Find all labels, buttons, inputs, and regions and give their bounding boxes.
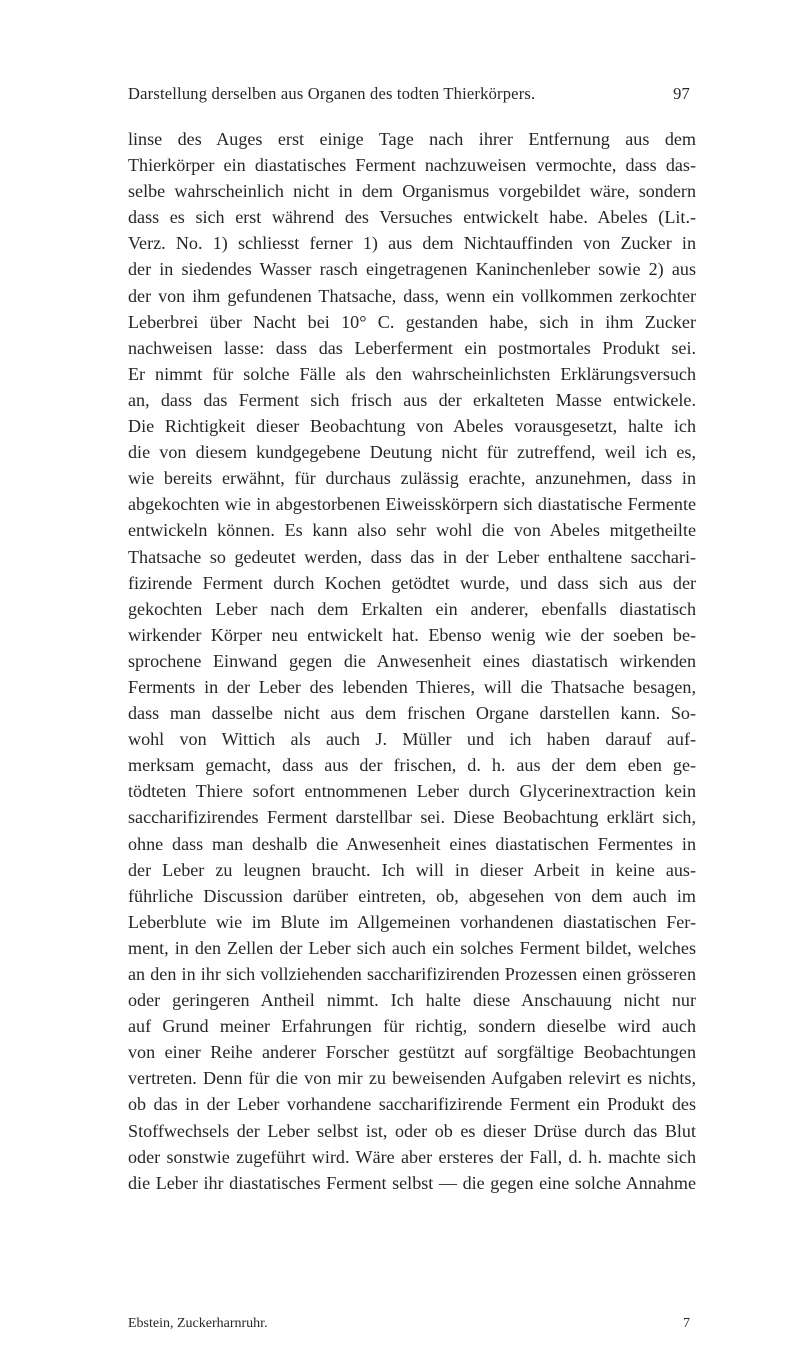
text-line: ment, in den Zellen der Leber sich auch ein solches Ferment bildet, welches [128, 937, 696, 958]
body-text [128, 126, 696, 1196]
text-line: wohl von Wittich als auch J. Müller und ich haben darauf auf- [128, 729, 696, 750]
text-line: entwickeln können. Es kann also sehr wohl die von Abeles mitgetheilte [128, 520, 696, 541]
text-line: saccharifizirendes Ferment darstellbar sei. Diese Beobachtung erklärt sich, [128, 807, 696, 828]
text-line: dass man dasselbe nicht aus dem frischen Organe darstellen kann. So- [128, 703, 696, 724]
text-line: tödteten Thiere sofort entnommenen Leber durch Glycerinextraction kein [128, 781, 696, 802]
text-line: Ferments in der Leber des lebenden Thieres, will die Thatsache besagen, [128, 676, 696, 697]
text-line: sprochene Einwand gegen die Anwesenheit eines diastatisch wirkenden [128, 650, 696, 671]
page-number: 97 [673, 84, 690, 103]
text-line: wie bereits erwähnt, für durchaus zulässig erachte, anzunehmen, dass in [128, 468, 696, 489]
text-line: der von ihm gefundenen Thatsache, dass, wenn ein vollkommen zerkochter [128, 285, 696, 306]
text-line: auf Grund meiner Erfahrungen für richtig, sondern dieselbe wird auch [128, 1016, 696, 1037]
text-line: ob das in der Leber vorhandene saccharifizirende Ferment ein Produkt des [128, 1094, 696, 1115]
text-line: nachweisen lasse: dass das Leberferment ein postmortales Produkt sei. [128, 337, 696, 358]
text-line: linse des Auges erst einige Tage nach ihrer Entfernung aus dem [128, 129, 696, 149]
text-line: Die Richtigkeit dieser Beobachtung von Abeles vorausgesetzt, halte ich [128, 416, 696, 437]
text-line: oder geringeren Antheil nimmt. Ich halte diese Anschauung nicht nur [128, 990, 696, 1011]
text-line: ohne dass man deshalb die Anwesenheit eines diastatischen Fermentes in [128, 833, 696, 854]
text-line: Thierkörper ein diastatisches Ferment nachzuweisen vermochte, dass das- [128, 155, 696, 176]
text-line: vertreten. Denn für die von mir zu beweisenden Aufgaben relevirt es nichts, [128, 1068, 696, 1089]
page-footer [128, 1316, 690, 1332]
text-line: Verz. No. 1) schliesst ferner 1) aus dem Nichtauffinden von Zucker in [128, 233, 696, 254]
text-line: der Leber zu leugnen braucht. Ich will in dieser Arbeit in keine aus- [128, 859, 696, 880]
text-line: an den in ihr sich vollziehenden saccharifizirenden Prozessen einen grösseren [128, 964, 696, 984]
text-line: Thatsache so gedeutet werden, dass das in der Leber enthaltene sacchari- [128, 546, 696, 567]
text-line: wirkender Körper neu entwickelt hat. Ebenso wenig wie der soeben be- [128, 624, 696, 645]
text-line: merksam gemacht, dass aus der frischen, d. h. aus der dem eben ge- [128, 755, 696, 776]
text-line: Er nimmt für solche Fälle als den wahrscheinlichsten Erklärungsversuch [128, 363, 696, 384]
text-line: führliche Discussion darüber eintreten, ob, abgesehen von dem auch im [128, 885, 696, 906]
text-line: die Leber ihr diastatisches Ferment selbst — die gegen eine solche Annahme [128, 1172, 696, 1193]
text-line: fizirende Ferment durch Kochen getödtet wurde, und dass sich aus der [128, 572, 696, 593]
text-line: selbe wahrscheinlich nicht in dem Organismus vorgebildet wäre, sondern [128, 181, 696, 202]
text-line: an, dass das Ferment sich frisch aus der erkalteten Masse entwickele. [128, 389, 696, 410]
running-head-title: Darstellung derselben aus Organen des todten Thierkörpers. [128, 84, 536, 103]
text-line: abgekochten wie in abgestorbenen Eiweisskörpern sich diastatische Fermente [128, 494, 696, 515]
text-line: Leberblute wie im Blute im Allgemeinen vorhandenen diastatischen Fer- [128, 911, 696, 932]
text-line: gekochten Leber nach dem Erkalten ein anderer, ebenfalls diastatisch [128, 598, 696, 619]
text-line: dass es sich erst während des Versuches entwickelt habe. Abeles (Lit.- [128, 207, 696, 228]
sheet-number: 7 [683, 1316, 690, 1331]
text-line: Stoffwechsels der Leber selbst ist, oder ob es dieser Drüse durch das Blut [128, 1120, 696, 1141]
text-line: die von diesem kundgegebene Deutung nicht für zutreffend, weil ich es, [128, 442, 696, 463]
signature-line: Ebstein, Zuckerharnruhr. [128, 1316, 268, 1331]
running-head [128, 84, 688, 104]
text-line: der in siedendes Wasser rasch eingetragenen Kaninchenleber sowie 2) aus [128, 259, 696, 280]
text-line: Leberbrei über Nacht bei 10° C. gestanden habe, sich in ihm Zucker [128, 311, 696, 332]
text-line: von einer Reihe anderer Forscher gestützt auf sorgfältige Beobachtungen [128, 1042, 696, 1063]
text-line: oder sonstwie zugeführt wird. Wäre aber ersteres der Fall, d. h. machte sich [128, 1146, 696, 1167]
